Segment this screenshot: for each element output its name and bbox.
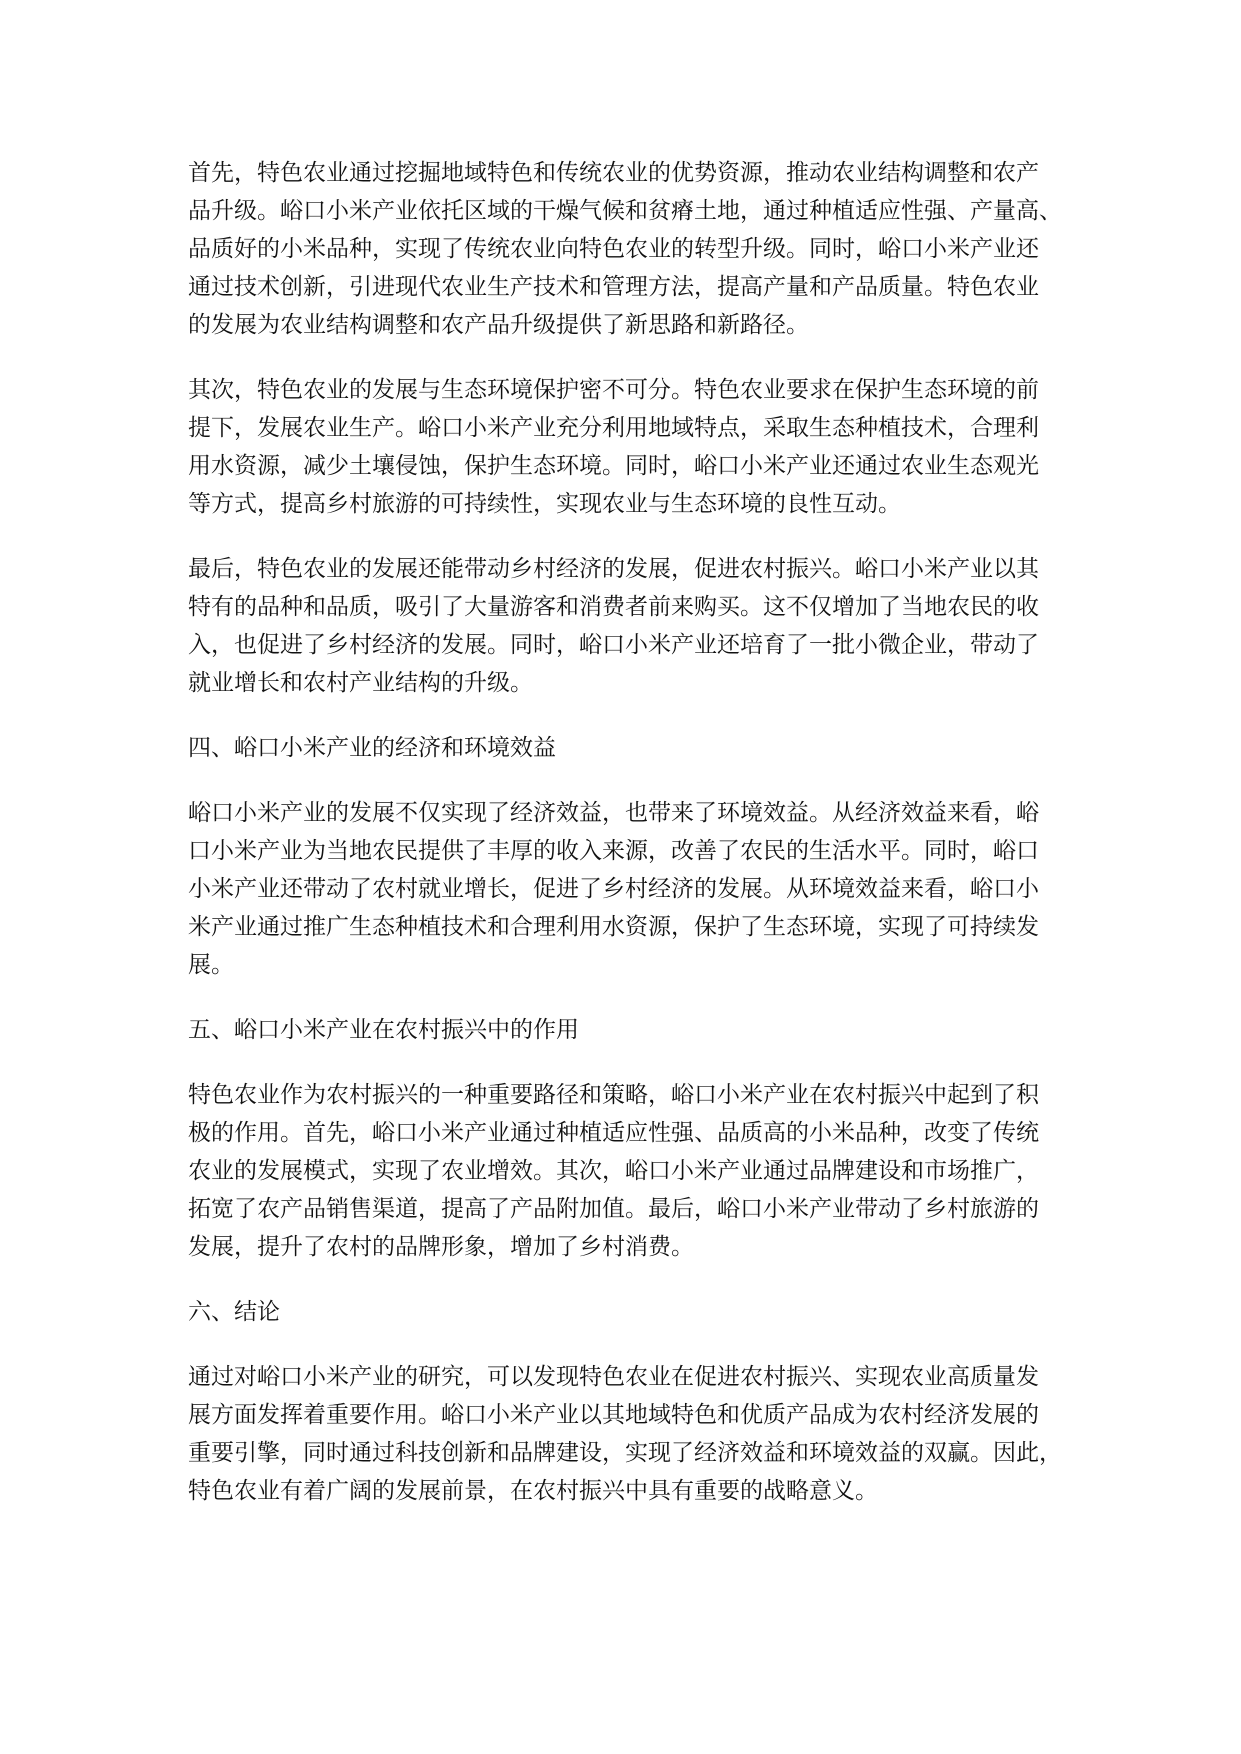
section-heading-text: 四、峪口小米产业的经济和环境效益 (188, 735, 556, 761)
text-line: 首先，特色农业通过挖掘地域特色和传统农业的优势资源，推动农业结构调整和农产 (188, 160, 1039, 186)
text-line: 极的作用。首先，峪口小米产业通过种植适应性强、品质高的小米品种，改变了传统 (188, 1120, 1039, 1146)
text-line: 提下，发展农业生产。峪口小米产业充分利用地域特点，采取生态种植技术，合理利 (188, 415, 1039, 441)
section-heading-text: 六、结论 (188, 1299, 280, 1325)
text-line: 特色农业有着广阔的发展前景，在农村振兴中具有重要的战略意义。 (188, 1478, 878, 1504)
paragraph-rural-economy (188, 550, 1088, 702)
text-line: 特色农业作为农村振兴的一种重要路径和策略，峪口小米产业在农村振兴中起到了积 (188, 1082, 1039, 1108)
text-line: 通过技术创新，引进现代农业生产技术和管理方法，提高产量和产品质量。特色农业 (188, 274, 1039, 300)
paragraph-ecological-protection (188, 371, 1088, 523)
paragraph-conclusion (188, 1358, 1088, 1510)
section-heading-text: 五、峪口小米产业在农村振兴中的作用 (188, 1017, 579, 1043)
paragraph-economic-environmental-benefits (188, 794, 1088, 984)
text-line: 最后，特色农业的发展还能带动乡村经济的发展，促进农村振兴。峪口小米产业以其 (188, 556, 1039, 582)
text-line: 品升级。峪口小米产业依托区域的干燥气候和贫瘠土地，通过种植适应性强、产量高、 (188, 198, 1062, 224)
text-line: 的发展为农业结构调整和农产品升级提供了新思路和新路径。 (188, 312, 809, 338)
text-line: 展。 (188, 952, 234, 978)
text-line: 入，也促进了乡村经济的发展。同时，峪口小米产业还培育了一批小微企业，带动了 (188, 632, 1039, 658)
text-line: 口小米产业为当地农民提供了丰厚的收入来源，改善了农民的生活水平。同时，峪口 (188, 838, 1039, 864)
text-line: 就业增长和农村产业结构的升级。 (188, 670, 533, 696)
section-heading-6 (188, 1293, 1088, 1331)
text-line: 展方面发挥着重要作用。峪口小米产业以其地域特色和优质产品成为农村经济发展的 (188, 1402, 1039, 1428)
text-line: 通过对峪口小米产业的研究，可以发现特色农业在促进农村振兴、实现农业高质量发 (188, 1364, 1039, 1390)
text-line: 品质好的小米品种，实现了传统农业向特色农业的转型升级。同时，峪口小米产业还 (188, 236, 1039, 262)
text-line: 小米产业还带动了农村就业增长，促进了乡村经济的发展。从环境效益来看，峪口小 (188, 876, 1039, 902)
document-body (188, 154, 1088, 1537)
text-line: 发展，提升了农村的品牌形象，增加了乡村消费。 (188, 1234, 694, 1260)
text-line: 农业的发展模式，实现了农业增效。其次，峪口小米产业通过品牌建设和市场推广， (188, 1158, 1039, 1184)
text-line: 重要引擎，同时通过科技创新和品牌建设，实现了经济效益和环境效益的双赢。因此， (188, 1440, 1062, 1466)
text-line: 等方式，提高乡村旅游的可持续性，实现农业与生态环境的良性互动。 (188, 491, 901, 517)
section-heading-5 (188, 1011, 1088, 1049)
paragraph-featured-agriculture-upgrade (188, 154, 1088, 344)
text-line: 用水资源，减少土壤侵蚀，保护生态环境。同时，峪口小米产业还通过农业生态观光 (188, 453, 1039, 479)
paragraph-role-in-rural-revitalization (188, 1076, 1088, 1266)
section-heading-4 (188, 729, 1088, 767)
text-line: 拓宽了农产品销售渠道，提高了产品附加值。最后，峪口小米产业带动了乡村旅游的 (188, 1196, 1039, 1222)
text-line: 特有的品种和品质，吸引了大量游客和消费者前来购买。这不仅增加了当地农民的收 (188, 594, 1039, 620)
text-line: 峪口小米产业的发展不仅实现了经济效益，也带来了环境效益。从经济效益来看，峪 (188, 800, 1039, 826)
text-line: 其次，特色农业的发展与生态环境保护密不可分。特色农业要求在保护生态环境的前 (188, 377, 1039, 403)
text-line: 米产业通过推广生态种植技术和合理利用水资源，保护了生态环境，实现了可持续发 (188, 914, 1039, 940)
